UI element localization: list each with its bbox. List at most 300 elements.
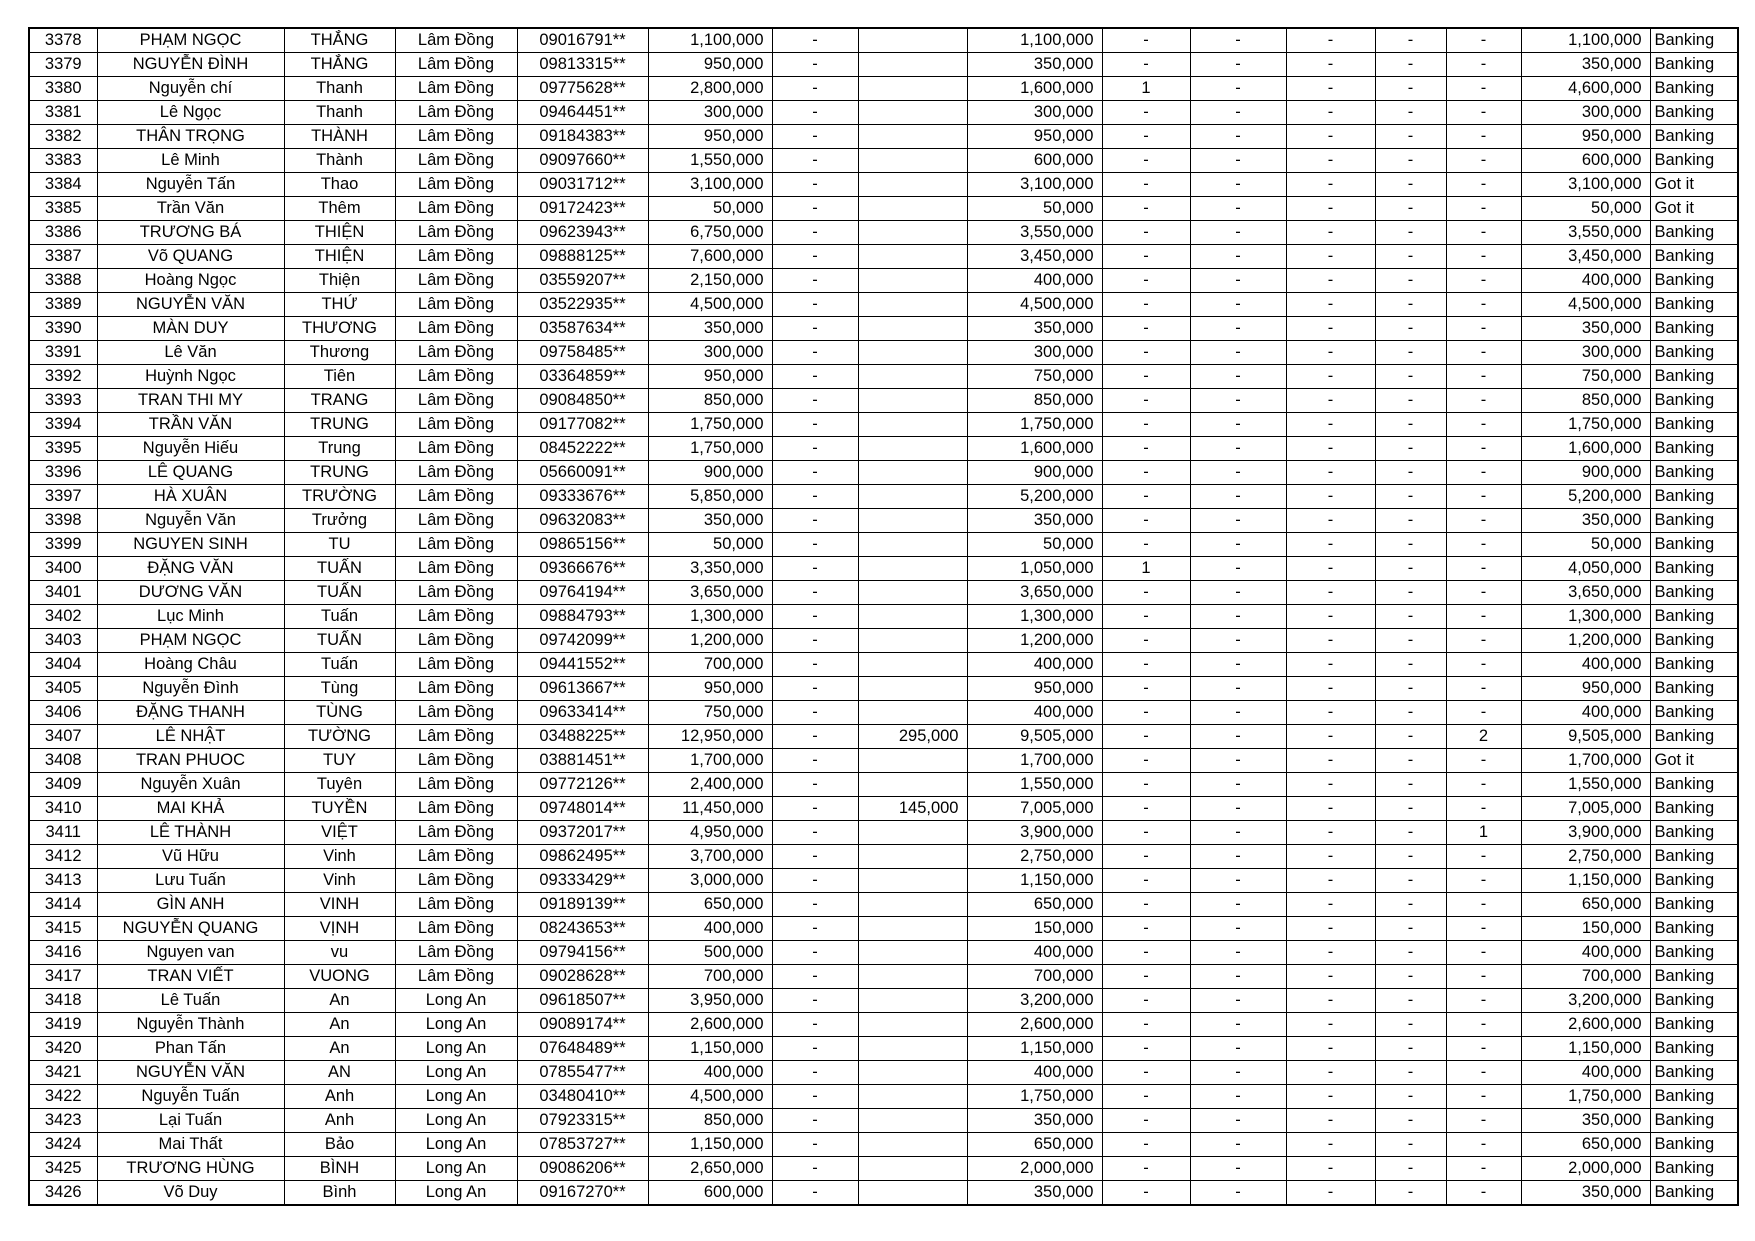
- cell-amount-total: 1,700,000: [648, 749, 772, 773]
- cell-count-col-4: -: [1375, 149, 1446, 173]
- cell-count-col-2: -: [1190, 1181, 1286, 1206]
- cell-first-name: An: [284, 1037, 395, 1061]
- cell-count-col-1: -: [1102, 1109, 1190, 1133]
- cell-count-col-3: -: [1286, 1061, 1375, 1085]
- cell-phone-number: 09758485**: [517, 341, 648, 365]
- cell-last-middle-name: Hoàng Ngọc: [97, 269, 284, 293]
- table-row: [29, 437, 1738, 461]
- cell-amount-total: 950,000: [648, 365, 772, 389]
- cell-province: Lâm Đồng: [395, 917, 517, 941]
- cell-count-col-3: -: [1286, 749, 1375, 773]
- cell-row-number: 3419: [29, 1013, 97, 1037]
- cell-row-number: 3397: [29, 485, 97, 509]
- cell-first-name: TUẤN: [284, 557, 395, 581]
- cell-amount-paid: 3,900,000: [967, 821, 1102, 845]
- cell-last-middle-name: GÌN ANH: [97, 893, 284, 917]
- cell-province: Lâm Đồng: [395, 197, 517, 221]
- cell-payment-method: Banking: [1650, 269, 1738, 293]
- cell-count-col-1: -: [1102, 413, 1190, 437]
- cell-row-number: 3379: [29, 53, 97, 77]
- cell-first-name: vu: [284, 941, 395, 965]
- cell-count-col-5: 2: [1446, 725, 1521, 749]
- table-row: [29, 53, 1738, 77]
- cell-last-middle-name: HÀ XUÂN: [97, 485, 284, 509]
- cell-count-col-5: -: [1446, 197, 1521, 221]
- cell-amount-col-c: [858, 245, 967, 269]
- cell-last-middle-name: TRƯƠNG BÁ: [97, 221, 284, 245]
- cell-amount-col-c: [858, 173, 967, 197]
- cell-province: Lâm Đồng: [395, 221, 517, 245]
- cell-count-col-5: -: [1446, 125, 1521, 149]
- cell-amount-col-c: [858, 989, 967, 1013]
- cell-amount-col-b: -: [772, 1085, 858, 1109]
- cell-count-col-5: -: [1446, 797, 1521, 821]
- cell-amount-paid: 3,450,000: [967, 245, 1102, 269]
- cell-count-col-4: -: [1375, 725, 1446, 749]
- cell-payment-method: Banking: [1650, 485, 1738, 509]
- cell-phone-number: 03881451**: [517, 749, 648, 773]
- cell-last-middle-name: ĐẶNG VĂN: [97, 557, 284, 581]
- cell-count-col-1: -: [1102, 149, 1190, 173]
- cell-amount-final: 650,000: [1521, 893, 1650, 917]
- cell-amount-total: 300,000: [648, 341, 772, 365]
- cell-amount-col-c: [858, 149, 967, 173]
- cell-phone-number: 09623943**: [517, 221, 648, 245]
- cell-phone-number: 09632083**: [517, 509, 648, 533]
- cell-count-col-4: -: [1375, 557, 1446, 581]
- cell-count-col-5: -: [1446, 509, 1521, 533]
- cell-amount-paid: 1,750,000: [967, 1085, 1102, 1109]
- cell-province: Lâm Đồng: [395, 101, 517, 125]
- cell-count-col-1: -: [1102, 437, 1190, 461]
- cell-amount-col-b: -: [772, 1157, 858, 1181]
- cell-amount-total: 5,850,000: [648, 485, 772, 509]
- cell-count-col-3: -: [1286, 437, 1375, 461]
- cell-count-col-1: -: [1102, 1085, 1190, 1109]
- cell-amount-paid: 1,700,000: [967, 749, 1102, 773]
- cell-amount-final: 3,450,000: [1521, 245, 1650, 269]
- cell-amount-final: 50,000: [1521, 197, 1650, 221]
- cell-count-col-5: -: [1446, 1037, 1521, 1061]
- cell-count-col-1: -: [1102, 941, 1190, 965]
- table-row: [29, 893, 1738, 917]
- table-row: [29, 1061, 1738, 1085]
- cell-count-col-3: -: [1286, 461, 1375, 485]
- cell-first-name: TRUNG: [284, 461, 395, 485]
- cell-count-col-4: -: [1375, 1061, 1446, 1085]
- cell-row-number: 3416: [29, 941, 97, 965]
- cell-first-name: Thành: [284, 149, 395, 173]
- cell-first-name: Tuấn: [284, 653, 395, 677]
- cell-amount-col-c: [858, 917, 967, 941]
- cell-phone-number: 09084850**: [517, 389, 648, 413]
- cell-amount-final: 4,050,000: [1521, 557, 1650, 581]
- cell-province: Lâm Đồng: [395, 677, 517, 701]
- cell-amount-paid: 350,000: [967, 317, 1102, 341]
- table-row: [29, 197, 1738, 221]
- cell-payment-method: Banking: [1650, 77, 1738, 101]
- cell-count-col-5: 1: [1446, 821, 1521, 845]
- cell-last-middle-name: TRƯƠNG HÙNG: [97, 1157, 284, 1181]
- cell-count-col-3: -: [1286, 557, 1375, 581]
- cell-count-col-5: -: [1446, 28, 1521, 53]
- cell-count-col-4: -: [1375, 941, 1446, 965]
- cell-count-col-2: -: [1190, 149, 1286, 173]
- cell-amount-paid: 400,000: [967, 269, 1102, 293]
- cell-amount-total: 1,750,000: [648, 413, 772, 437]
- table-row: [29, 269, 1738, 293]
- cell-first-name: TRƯỜNG: [284, 485, 395, 509]
- cell-count-col-2: -: [1190, 605, 1286, 629]
- cell-last-middle-name: Hoàng Châu: [97, 653, 284, 677]
- cell-count-col-5: -: [1446, 341, 1521, 365]
- cell-count-col-4: -: [1375, 869, 1446, 893]
- cell-count-col-5: -: [1446, 437, 1521, 461]
- cell-first-name: Bình: [284, 1181, 395, 1206]
- table-row: [29, 1133, 1738, 1157]
- cell-count-col-3: -: [1286, 1085, 1375, 1109]
- cell-last-middle-name: Nguyễn Đình: [97, 677, 284, 701]
- cell-amount-paid: 950,000: [967, 677, 1102, 701]
- cell-count-col-1: -: [1102, 221, 1190, 245]
- cell-count-col-1: -: [1102, 893, 1190, 917]
- cell-phone-number: 09775628**: [517, 77, 648, 101]
- cell-count-col-3: -: [1286, 1037, 1375, 1061]
- cell-count-col-2: -: [1190, 773, 1286, 797]
- cell-amount-paid: 7,005,000: [967, 797, 1102, 821]
- cell-row-number: 3391: [29, 341, 97, 365]
- table-row: [29, 101, 1738, 125]
- cell-phone-number: 09031712**: [517, 173, 648, 197]
- cell-payment-method: Banking: [1650, 821, 1738, 845]
- cell-amount-final: 600,000: [1521, 149, 1650, 173]
- cell-first-name: Tùng: [284, 677, 395, 701]
- cell-count-col-5: -: [1446, 653, 1521, 677]
- table-row: [29, 125, 1738, 149]
- cell-amount-col-c: [858, 293, 967, 317]
- cell-count-col-4: -: [1375, 389, 1446, 413]
- cell-payment-method: Got it: [1650, 749, 1738, 773]
- cell-count-col-5: -: [1446, 533, 1521, 557]
- cell-count-col-3: -: [1286, 53, 1375, 77]
- cell-amount-final: 1,150,000: [1521, 869, 1650, 893]
- table-row: [29, 701, 1738, 725]
- cell-row-number: 3414: [29, 893, 97, 917]
- cell-count-col-1: -: [1102, 1181, 1190, 1206]
- cell-count-col-3: -: [1286, 941, 1375, 965]
- cell-amount-total: 750,000: [648, 701, 772, 725]
- cell-amount-paid: 1,150,000: [967, 1037, 1102, 1061]
- cell-count-col-4: -: [1375, 821, 1446, 845]
- cell-first-name: An: [284, 989, 395, 1013]
- cell-amount-total: 2,800,000: [648, 77, 772, 101]
- table-row: [29, 173, 1738, 197]
- cell-count-col-4: -: [1375, 173, 1446, 197]
- cell-row-number: 3410: [29, 797, 97, 821]
- table-row: [29, 221, 1738, 245]
- cell-amount-col-c: [858, 629, 967, 653]
- table-row: [29, 653, 1738, 677]
- cell-amount-col-b: -: [772, 1061, 858, 1085]
- cell-amount-col-c: [858, 389, 967, 413]
- cell-payment-method: Banking: [1650, 941, 1738, 965]
- cell-count-col-5: -: [1446, 1061, 1521, 1085]
- cell-amount-col-c: [858, 125, 967, 149]
- cell-first-name: Tuấn: [284, 605, 395, 629]
- cell-count-col-2: -: [1190, 509, 1286, 533]
- cell-count-col-2: -: [1190, 341, 1286, 365]
- cell-count-col-5: -: [1446, 245, 1521, 269]
- cell-payment-method: Banking: [1650, 317, 1738, 341]
- cell-last-middle-name: PHẠM NGỌC: [97, 629, 284, 653]
- cell-province: Lâm Đồng: [395, 845, 517, 869]
- cell-amount-total: 2,150,000: [648, 269, 772, 293]
- cell-count-col-4: -: [1375, 1013, 1446, 1037]
- cell-payment-method: Banking: [1650, 53, 1738, 77]
- cell-count-col-4: -: [1375, 317, 1446, 341]
- cell-count-col-5: -: [1446, 1085, 1521, 1109]
- cell-payment-method: Banking: [1650, 677, 1738, 701]
- cell-last-middle-name: ĐẶNG THANH: [97, 701, 284, 725]
- cell-province: Long An: [395, 1157, 517, 1181]
- cell-first-name: Thương: [284, 341, 395, 365]
- cell-amount-col-c: [858, 53, 967, 77]
- table-row: [29, 869, 1738, 893]
- cell-count-col-4: -: [1375, 245, 1446, 269]
- cell-count-col-3: -: [1286, 821, 1375, 845]
- cell-count-col-5: -: [1446, 293, 1521, 317]
- cell-count-col-1: -: [1102, 173, 1190, 197]
- cell-province: Lâm Đồng: [395, 53, 517, 77]
- cell-amount-col-c: [858, 1013, 967, 1037]
- cell-payment-method: Banking: [1650, 1157, 1738, 1181]
- table-row: [29, 389, 1738, 413]
- cell-count-col-2: -: [1190, 1157, 1286, 1181]
- cell-amount-col-b: -: [772, 125, 858, 149]
- cell-phone-number: 09372017**: [517, 821, 648, 845]
- cell-amount-final: 3,650,000: [1521, 581, 1650, 605]
- cell-phone-number: 09086206**: [517, 1157, 648, 1181]
- cell-count-col-5: -: [1446, 629, 1521, 653]
- cell-count-col-2: -: [1190, 749, 1286, 773]
- cell-row-number: 3403: [29, 629, 97, 653]
- cell-amount-total: 300,000: [648, 101, 772, 125]
- cell-count-col-4: -: [1375, 989, 1446, 1013]
- cell-count-col-1: -: [1102, 293, 1190, 317]
- cell-count-col-3: -: [1286, 677, 1375, 701]
- cell-phone-number: 09366676**: [517, 557, 648, 581]
- cell-first-name: VIỆT: [284, 821, 395, 845]
- cell-amount-col-b: -: [772, 53, 858, 77]
- cell-row-number: 3412: [29, 845, 97, 869]
- cell-amount-final: 300,000: [1521, 341, 1650, 365]
- cell-amount-col-b: -: [772, 941, 858, 965]
- cell-phone-number: 09613667**: [517, 677, 648, 701]
- cell-count-col-2: -: [1190, 1013, 1286, 1037]
- cell-count-col-1: -: [1102, 509, 1190, 533]
- cell-row-number: 3384: [29, 173, 97, 197]
- cell-amount-col-c: [858, 677, 967, 701]
- cell-amount-col-b: -: [772, 1181, 858, 1206]
- cell-phone-number: 09865156**: [517, 533, 648, 557]
- cell-count-col-1: -: [1102, 965, 1190, 989]
- table-row: [29, 725, 1738, 749]
- cell-amount-col-b: -: [772, 989, 858, 1013]
- cell-amount-paid: 50,000: [967, 197, 1102, 221]
- cell-last-middle-name: LÊ THÀNH: [97, 821, 284, 845]
- cell-payment-method: Got it: [1650, 173, 1738, 197]
- cell-row-number: 3408: [29, 749, 97, 773]
- cell-amount-total: 700,000: [648, 965, 772, 989]
- cell-count-col-2: -: [1190, 437, 1286, 461]
- cell-count-col-1: -: [1102, 749, 1190, 773]
- cell-count-col-4: -: [1375, 53, 1446, 77]
- cell-province: Lâm Đồng: [395, 317, 517, 341]
- cell-row-number: 3409: [29, 773, 97, 797]
- cell-count-col-5: -: [1446, 413, 1521, 437]
- cell-count-col-1: -: [1102, 701, 1190, 725]
- cell-first-name: TUẤN: [284, 581, 395, 605]
- cell-count-col-5: -: [1446, 461, 1521, 485]
- cell-phone-number: 03364859**: [517, 365, 648, 389]
- cell-amount-total: 2,650,000: [648, 1157, 772, 1181]
- cell-count-col-1: -: [1102, 1037, 1190, 1061]
- cell-phone-number: 09333676**: [517, 485, 648, 509]
- cell-phone-number: 05660091**: [517, 461, 648, 485]
- cell-count-col-2: -: [1190, 653, 1286, 677]
- cell-province: Lâm Đồng: [395, 269, 517, 293]
- cell-province: Lâm Đồng: [395, 341, 517, 365]
- cell-amount-paid: 1,100,000: [967, 28, 1102, 53]
- cell-count-col-5: -: [1446, 101, 1521, 125]
- cell-amount-paid: 3,650,000: [967, 581, 1102, 605]
- table-row: [29, 677, 1738, 701]
- cell-payment-method: Banking: [1650, 797, 1738, 821]
- table-row: [29, 845, 1738, 869]
- cell-amount-total: 3,000,000: [648, 869, 772, 893]
- cell-amount-col-c: [858, 269, 967, 293]
- cell-count-col-5: -: [1446, 557, 1521, 581]
- cell-count-col-3: -: [1286, 1013, 1375, 1037]
- cell-amount-col-b: -: [772, 893, 858, 917]
- cell-amount-total: 12,950,000: [648, 725, 772, 749]
- table-row: [29, 989, 1738, 1013]
- cell-count-col-2: -: [1190, 989, 1286, 1013]
- table-row: [29, 317, 1738, 341]
- cell-count-col-1: -: [1102, 101, 1190, 125]
- cell-row-number: 3380: [29, 77, 97, 101]
- cell-amount-total: 400,000: [648, 917, 772, 941]
- cell-count-col-1: -: [1102, 605, 1190, 629]
- cell-amount-final: 750,000: [1521, 365, 1650, 389]
- cell-payment-method: Banking: [1650, 1013, 1738, 1037]
- cell-amount-col-c: [858, 1133, 967, 1157]
- cell-amount-paid: 700,000: [967, 965, 1102, 989]
- cell-payment-method: Banking: [1650, 533, 1738, 557]
- cell-count-col-1: -: [1102, 125, 1190, 149]
- cell-payment-method: Banking: [1650, 389, 1738, 413]
- cell-amount-total: 650,000: [648, 893, 772, 917]
- cell-amount-final: 3,900,000: [1521, 821, 1650, 845]
- cell-count-col-3: -: [1286, 869, 1375, 893]
- cell-row-number: 3394: [29, 413, 97, 437]
- cell-first-name: Trưởng: [284, 509, 395, 533]
- cell-province: Lâm Đồng: [395, 941, 517, 965]
- cell-amount-total: 1,200,000: [648, 629, 772, 653]
- cell-first-name: THẮNG: [284, 53, 395, 77]
- table-row: [29, 77, 1738, 101]
- cell-amount-col-c: [858, 965, 967, 989]
- cell-count-col-3: -: [1286, 701, 1375, 725]
- cell-last-middle-name: Lê Văn: [97, 341, 284, 365]
- cell-first-name: Anh: [284, 1085, 395, 1109]
- cell-first-name: VUONG: [284, 965, 395, 989]
- cell-amount-final: 3,200,000: [1521, 989, 1650, 1013]
- cell-count-col-5: -: [1446, 149, 1521, 173]
- cell-amount-total: 4,500,000: [648, 293, 772, 317]
- cell-amount-paid: 1,750,000: [967, 413, 1102, 437]
- cell-count-col-3: -: [1286, 797, 1375, 821]
- cell-amount-col-c: [858, 749, 967, 773]
- cell-count-col-3: -: [1286, 77, 1375, 101]
- cell-amount-col-b: -: [772, 773, 858, 797]
- cell-amount-total: 950,000: [648, 677, 772, 701]
- cell-last-middle-name: Phan Tấn: [97, 1037, 284, 1061]
- cell-count-col-4: -: [1375, 629, 1446, 653]
- table-row: [29, 149, 1738, 173]
- cell-amount-paid: 3,100,000: [967, 173, 1102, 197]
- cell-last-middle-name: Vũ Hữu: [97, 845, 284, 869]
- cell-row-number: 3402: [29, 605, 97, 629]
- cell-amount-total: 3,100,000: [648, 173, 772, 197]
- cell-amount-final: 1,300,000: [1521, 605, 1650, 629]
- cell-province: Lâm Đồng: [395, 797, 517, 821]
- cell-payment-method: Banking: [1650, 1085, 1738, 1109]
- cell-count-col-5: -: [1446, 77, 1521, 101]
- cell-count-col-1: -: [1102, 341, 1190, 365]
- cell-count-col-1: -: [1102, 389, 1190, 413]
- cell-amount-col-c: [858, 437, 967, 461]
- cell-last-middle-name: Lê Tuấn: [97, 989, 284, 1013]
- cell-first-name: An: [284, 1013, 395, 1037]
- cell-count-col-3: -: [1286, 125, 1375, 149]
- cell-province: Lâm Đồng: [395, 437, 517, 461]
- cell-amount-total: 950,000: [648, 53, 772, 77]
- cell-payment-method: Banking: [1650, 1061, 1738, 1085]
- cell-payment-method: Banking: [1650, 1181, 1738, 1206]
- cell-count-col-5: -: [1446, 317, 1521, 341]
- cell-payment-method: Banking: [1650, 125, 1738, 149]
- cell-last-middle-name: Nguyễn Xuân: [97, 773, 284, 797]
- cell-amount-col-c: [858, 1037, 967, 1061]
- cell-last-middle-name: LÊ QUANG: [97, 461, 284, 485]
- cell-amount-col-c: [858, 197, 967, 221]
- cell-count-col-4: -: [1375, 365, 1446, 389]
- cell-count-col-2: -: [1190, 1133, 1286, 1157]
- cell-count-col-4: -: [1375, 77, 1446, 101]
- cell-count-col-4: -: [1375, 797, 1446, 821]
- cell-amount-paid: 3,200,000: [967, 989, 1102, 1013]
- cell-first-name: TUẤN: [284, 629, 395, 653]
- table-row: [29, 941, 1738, 965]
- cell-count-col-2: -: [1190, 77, 1286, 101]
- cell-count-col-3: -: [1286, 413, 1375, 437]
- cell-count-col-3: -: [1286, 1157, 1375, 1181]
- cell-last-middle-name: Lưu Tuấn: [97, 869, 284, 893]
- cell-count-col-3: -: [1286, 485, 1375, 509]
- cell-amount-total: 1,300,000: [648, 605, 772, 629]
- cell-amount-paid: 1,150,000: [967, 869, 1102, 893]
